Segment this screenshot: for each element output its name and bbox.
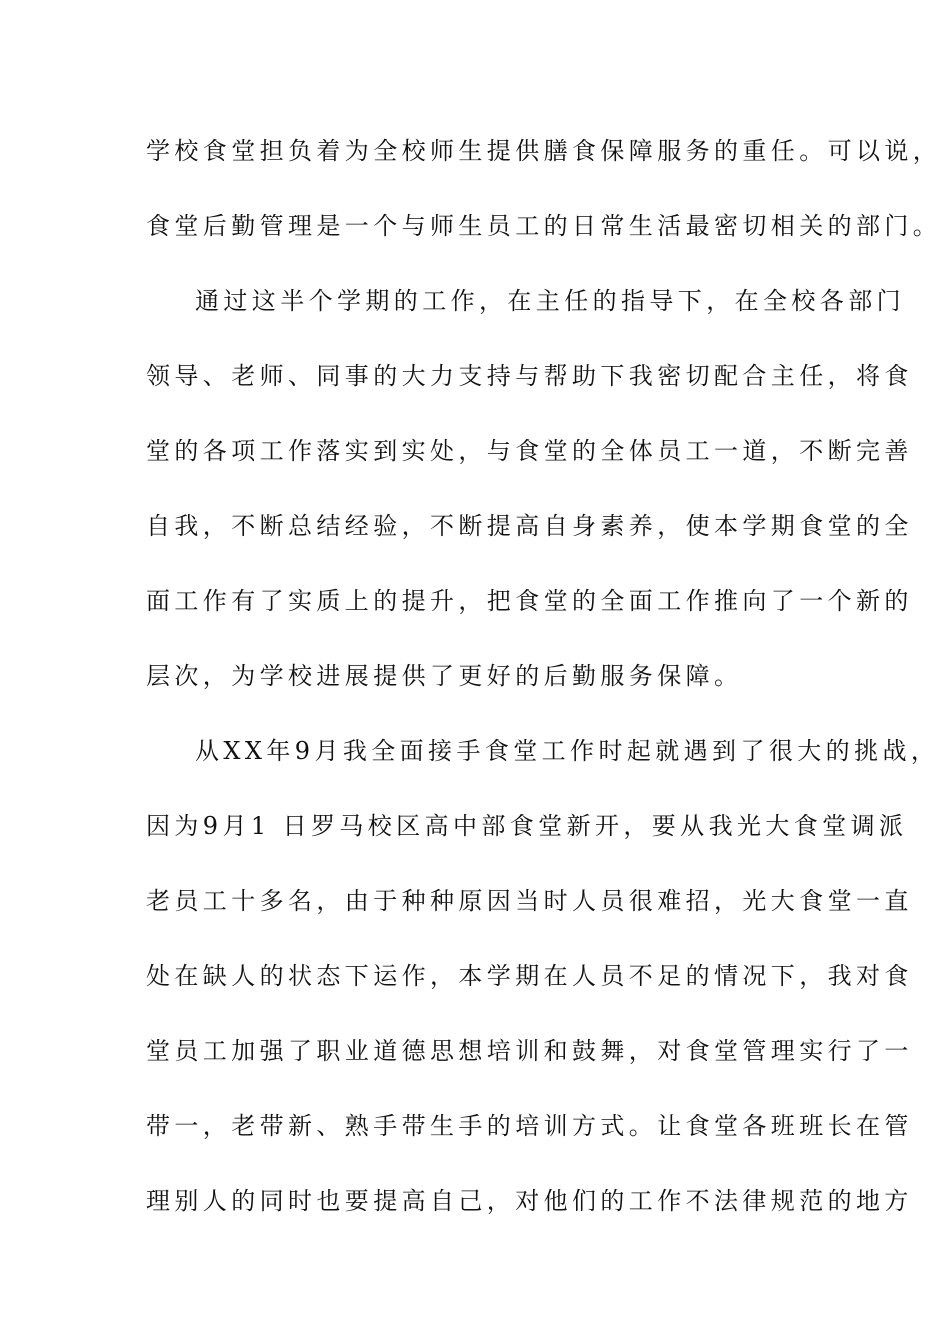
text-line: 学校食堂担负着为全校师生提供膳食保障服务的重任。可以说， xyxy=(146,137,942,165)
text-line: 堂员工加强了职业道德思想培训和鼓舞，对食堂管理实行了一 xyxy=(146,1037,913,1065)
paragraph-start-line: 通过这半个学期的工作，在主任的指导下，在全校各部门 xyxy=(195,287,905,315)
text-line: 自我，不断总结经验，不断提高自身素养，使本学期食堂的全 xyxy=(146,512,913,540)
text-line: 面工作有了实质上的提升，把食堂的全面工作推向了一个新的 xyxy=(146,587,913,615)
text-line: 食堂后勤管理是一个与师生员工的日常生活最密切相关的部门。 xyxy=(146,212,942,240)
paragraph-start-line: 从XX年9月我全面接手食堂工作时起就遇到了很大的挑战， xyxy=(195,737,940,765)
text-line: 处在缺人的状态下运作，本学期在人员不足的情况下，我对食 xyxy=(146,962,913,990)
text-line: 因为9月1 日罗马校区高中部食堂新开，要从我光大食堂调派 xyxy=(146,812,908,840)
text-line: 理别人的同时也要提高自己，对他们的工作不法律规范的地方 xyxy=(146,1187,913,1215)
text-line: 带一，老带新、熟手带生手的培训方式。让食堂各班班长在管 xyxy=(146,1112,913,1140)
text-line: 领导、老师、同事的大力支持与帮助下我密切配合主任，将食 xyxy=(146,362,913,390)
text-line: 层次，为学校进展提供了更好的后勤服务保障。 xyxy=(146,662,743,690)
text-line: 老员工十多名，由于种种原因当时人员很难招，光大食堂一直 xyxy=(146,887,913,915)
text-line: 堂的各项工作落实到实处，与食堂的全体员工一道，不断完善 xyxy=(146,437,913,465)
